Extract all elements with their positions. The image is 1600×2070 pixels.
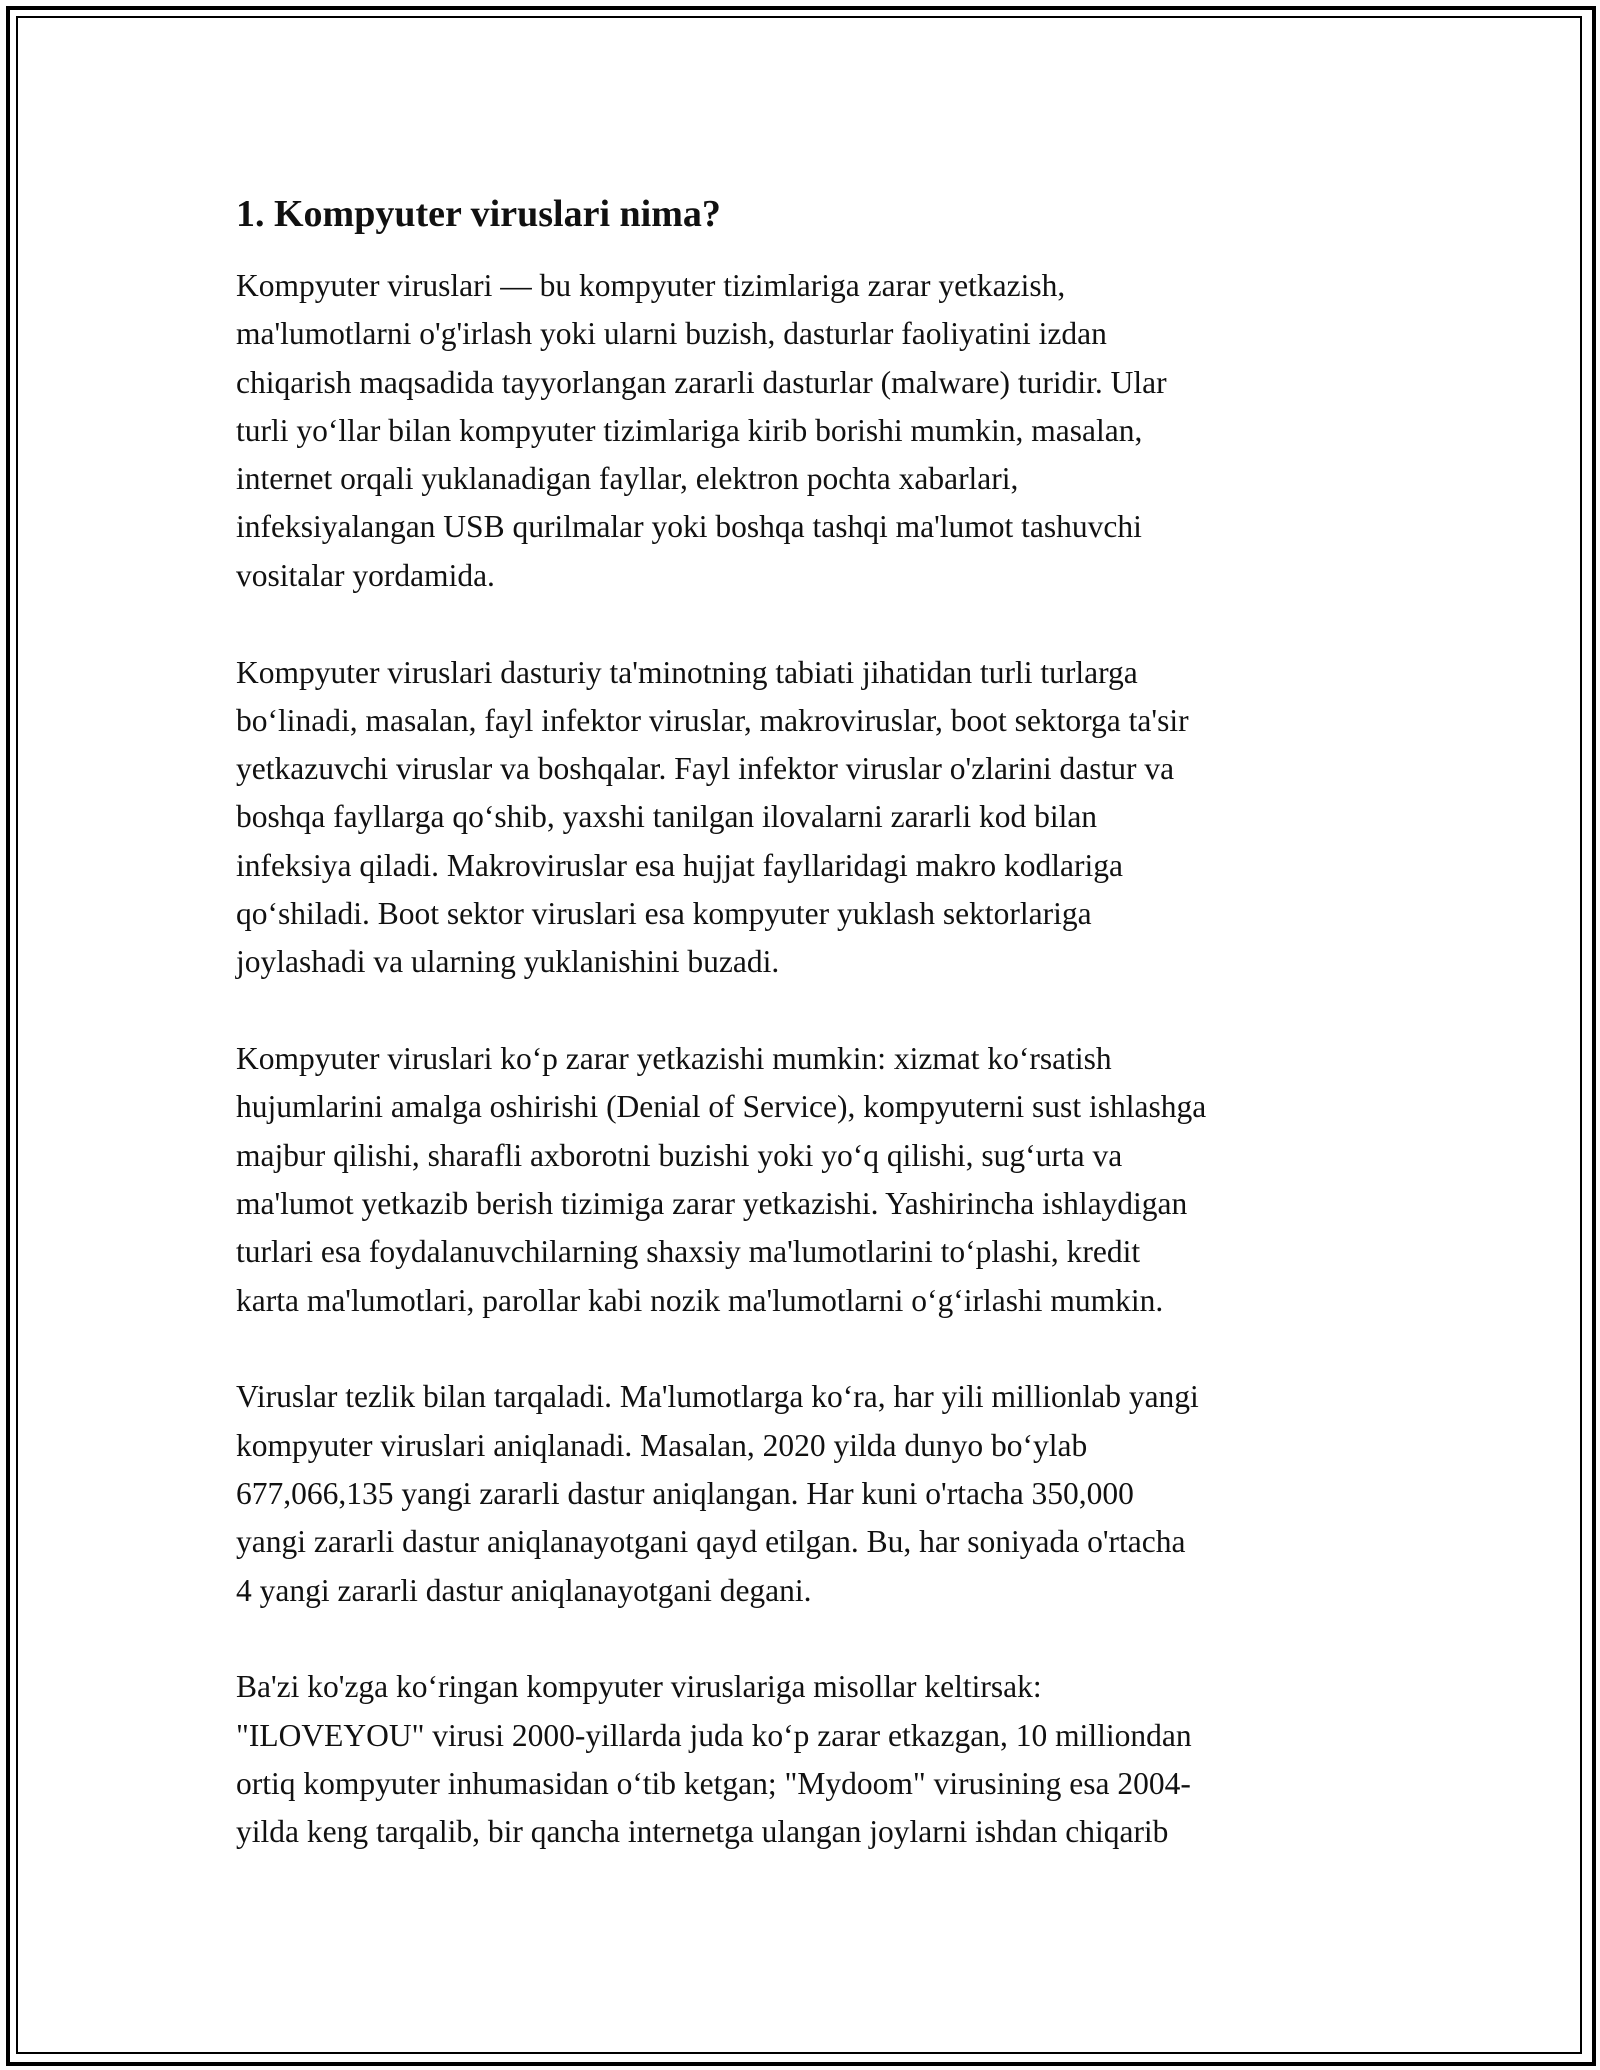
paragraph-1 xyxy=(236,262,1406,600)
text-line: bo‘linadi, masalan, fayl infektor viruslar, makroviruslar, boot sektorga ta'sir xyxy=(236,702,1189,738)
paragraph-5 xyxy=(236,1663,1406,1856)
text-line: turlari esa foydalanuvchilarning shaxsiy ma'lumotlarini to‘plashi, kredit xyxy=(236,1234,1141,1270)
text-line: 677,066,135 yangi zararli dastur aniqlangan. Har kuni o'rtacha 350,000 xyxy=(236,1476,1134,1512)
text-line: Kompyuter viruslari — bu kompyuter tizimlariga zarar yetkazish, xyxy=(236,268,1066,303)
document-body xyxy=(236,190,1406,1905)
text-line: joylashadi va ularning yuklanishini buzadi. xyxy=(236,944,780,980)
text-line: Ba'zi ko'zga ko‘ringan kompyuter viruslariga misollar keltirsak: xyxy=(236,1669,1042,1705)
text-line: boshqa fayllarga qo‘shib, yaxshi tanilgan ilovalarni zararli kod bilan xyxy=(236,799,1098,835)
text-line: turli yo‘llar bilan kompyuter tizimlariga kirib borishi mumkin, masalan, xyxy=(236,412,1143,448)
text-line: 4 yangi zararli dastur aniqlanayotgani degani. xyxy=(236,1572,812,1608)
text-line: ma'lumotlarni o'g'irlash yoki ularni buzish, dasturlar faoliyatini izdan xyxy=(236,316,1107,352)
text-line: hujumlarini amalga oshirishi (Denial of Service), kompyuterni sust ishlashga xyxy=(236,1089,1207,1125)
paragraph-2 xyxy=(236,649,1406,987)
text-line: infeksiyalangan USB qurilmalar yoki boshqa tashqi ma'lumot tashuvchi xyxy=(236,509,1142,545)
section-heading: 1. Kompyuter viruslari nima? xyxy=(236,193,721,235)
paragraph-4 xyxy=(236,1373,1406,1614)
text-line: vositalar yordamida. xyxy=(236,557,495,593)
text-line: "ILOVEYOU" virusi 2000-yillarda juda ko‘p zarar etkazgan, 10 milliondan xyxy=(236,1717,1192,1753)
text-line: Viruslar tezlik bilan tarqaladi. Ma'lumotlarga ko‘ra, har yili millionlab yangi xyxy=(236,1379,1199,1415)
text-line: yetkazuvchi viruslar va boshqalar. Fayl infektor viruslar o'zlarini dastur va xyxy=(236,751,1175,787)
text-line: qo‘shiladi. Boot sektor viruslari esa kompyuter yuklash sektorlariga xyxy=(236,896,1092,932)
text-line: majbur qilishi, sharafli axborotni buzishi yoki yo‘q qilishi, sug‘urta va xyxy=(236,1137,1123,1173)
text-line: yilda keng tarqalib, bir qancha internetga ulangan joylarni ishdan chiqarib xyxy=(236,1814,1169,1850)
text-line: Kompyuter viruslari dasturiy ta'minotning tabiati jihatidan turli turlarga xyxy=(236,654,1138,690)
text-line: yangi zararli dastur aniqlanayotgani qayd etilgan. Bu, har soniyada o'rtacha xyxy=(236,1524,1186,1560)
text-line: ma'lumot yetkazib berish tizimiga zarar yetkazishi. Yashirincha ishlaydigan xyxy=(236,1186,1188,1222)
text-line: internet orqali yuklanadigan fayllar, elektron pochta xabarlari, xyxy=(236,461,1019,497)
text-line: Kompyuter viruslari ko‘p zarar yetkazishi mumkin: xizmat ko‘rsatish xyxy=(236,1041,1112,1077)
text-line: chiqarish maqsadida tayyorlangan zararli dasturlar (malware) turidir. Ular xyxy=(236,364,1167,400)
text-line: karta ma'lumotlari, parollar kabi nozik ma'lumotlarni o‘g‘irlashi mumkin. xyxy=(236,1282,1164,1318)
paragraph-3 xyxy=(236,1035,1406,1325)
text-line: ortiq kompyuter inhumasidan o‘tib ketgan; "Mydoom" virusining esa 2004- xyxy=(236,1766,1191,1802)
text-line: kompyuter viruslari aniqlanadi. Masalan, 2020 yilda dunyo bo‘ylab xyxy=(236,1427,1088,1463)
text-line: infeksiya qiladi. Makroviruslar esa hujjat fayllaridagi makro kodlariga xyxy=(236,847,1123,883)
